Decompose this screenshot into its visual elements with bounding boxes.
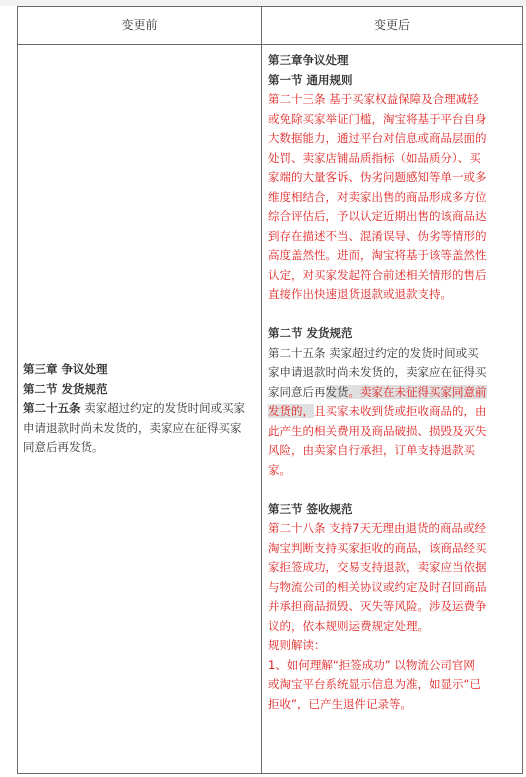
spacer bbox=[268, 480, 518, 500]
added-text: 。卖家在未征得买家同意前 bbox=[348, 384, 487, 399]
before-article-line: 申请退款时尚未发货的，卖家应在征得买家 bbox=[23, 420, 242, 435]
before-section: 第二节 发货规范 bbox=[23, 381, 108, 396]
article-28-line: 规则解读： bbox=[268, 638, 326, 652]
article-23-line: 到存在描述不当、混淆误导、伪劣等情形的 bbox=[268, 228, 487, 243]
article-25-line: 风险，由卖家自行承担，订单支持退款买 bbox=[268, 443, 475, 457]
after-chapter: 第三章争议处理 bbox=[268, 53, 349, 67]
article-25-line bbox=[268, 383, 518, 403]
before-chapter: 第三章 争议处理 bbox=[23, 362, 108, 376]
comparison-table bbox=[17, 6, 523, 774]
column-divider bbox=[261, 7, 262, 773]
added-text: 且买家未收到货或拒收商品的，由 bbox=[314, 404, 487, 418]
article-23-line: 直接作出快速退货退款或退款支持。 bbox=[268, 287, 452, 301]
header-before: 变更前 bbox=[121, 18, 158, 32]
article-28-line: 或淘宝平台系统显示信息为准，如显示“已 bbox=[268, 677, 481, 691]
before-article-text: 卖家超过约定的发货时间或买家 bbox=[80, 401, 246, 415]
after-section-1: 第一节 通用规则 bbox=[268, 72, 353, 87]
article-23-line: 高度盖然性。进而，淘宝将基于该等盖然性 bbox=[268, 248, 487, 262]
before-cell bbox=[23, 360, 259, 458]
article-28-line: 议的，依本规则运费规定处理。 bbox=[268, 618, 429, 633]
header-after: 变更后 bbox=[373, 18, 410, 32]
article-28-line: 家拒签成功，交易支持退款，卖家应当依据 bbox=[268, 560, 487, 574]
article-25-line: 家申请退款时尚未发货的，卖家应在征得买 bbox=[268, 365, 487, 379]
article-28-line: 与物流公司的相关协议或约定及时召回商品 bbox=[268, 579, 487, 594]
article-23-line: 家端的大量客诉、伪劣问题感知等单一或多 bbox=[268, 170, 487, 184]
spacer bbox=[268, 305, 518, 325]
article-25-line: 此产生的相关费用及商品破损、损毁及灭失 bbox=[268, 423, 487, 438]
article-28-line: 拒收”，已产生退件记录等。 bbox=[268, 696, 412, 711]
article-23-line: 认定，对买家发起符合前述相关情形的售后 bbox=[268, 267, 487, 282]
after-section-3: 第三节 签收规范 bbox=[268, 501, 353, 516]
added-text: 发货的， bbox=[268, 404, 314, 418]
table-header bbox=[18, 7, 522, 45]
article-23-line: 或免除买家举证门槛，淘宝将基于平台自身 bbox=[268, 111, 487, 126]
article-28-line: 淘宝判断支持买家拒收的商品，该商品经买 bbox=[268, 540, 487, 555]
article-23-line: 大数据能力，通过平台对信息或商品层面的 bbox=[268, 131, 487, 145]
article-25-line: 家。 bbox=[268, 462, 291, 477]
article-23-line: 处罚、卖家店铺品质指标（如品质分）、买 bbox=[268, 150, 481, 165]
article-23-line: 第二十三条 基于买家权益保障及合理减轻 bbox=[268, 92, 479, 106]
article-25-line: 第二十五条 卖家超过约定的发货时间或买 bbox=[268, 345, 479, 360]
article-28-line: 第二十八条 支持7天无理由退货的商品或经 bbox=[268, 521, 486, 535]
before-article-line: 同意后再发货。 bbox=[23, 440, 104, 454]
article-25-text: 家同意后再 bbox=[268, 384, 326, 399]
article-23-line: 综合评估后，予以认定近期出售的该商品达 bbox=[268, 209, 487, 223]
after-section-2: 第二节 发货规范 bbox=[268, 326, 353, 340]
article-23-line: 维度相结合，对卖家出售的商品形成多方位 bbox=[268, 189, 487, 204]
article-25-line bbox=[268, 402, 518, 422]
before-article-line bbox=[23, 399, 259, 419]
after-cell bbox=[268, 51, 518, 714]
highlighted-text: 发货 bbox=[325, 384, 349, 399]
before-article-label: 第二十五条 bbox=[23, 401, 81, 415]
article-28-line: 1、如何理解“拒签成功” 以物流公司官网 bbox=[268, 657, 475, 672]
article-28-line: 并承担商品损毁、灭失等风险。涉及运费争 bbox=[268, 599, 487, 613]
